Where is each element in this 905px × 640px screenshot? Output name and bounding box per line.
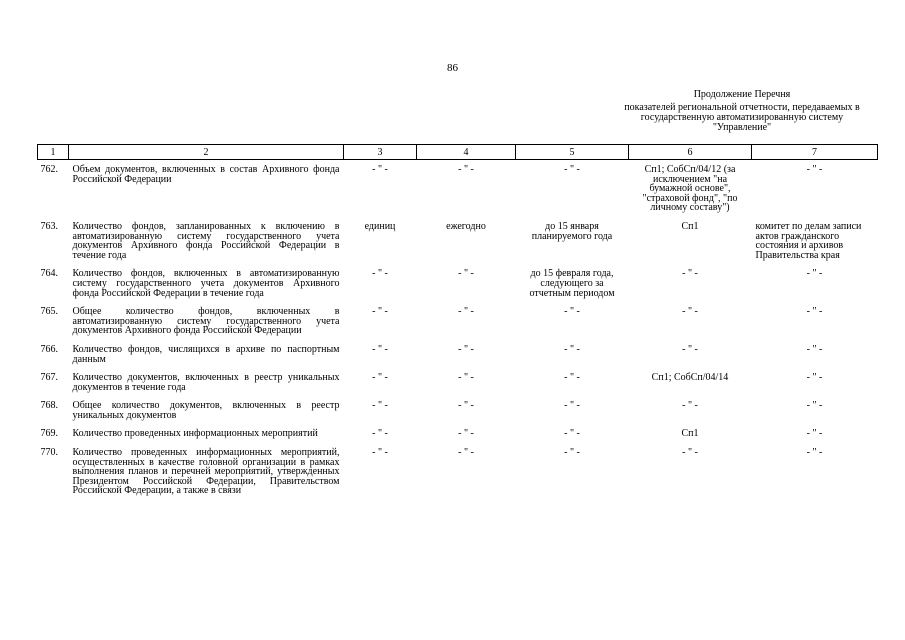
table-row — [38, 429, 878, 448]
table-row — [38, 307, 878, 345]
row-number: 767. — [40, 372, 58, 384]
periodicity-cell: - " - — [458, 428, 474, 440]
responsible-cell: - " - — [806, 164, 823, 175]
row-number: 770. — [40, 447, 58, 459]
deadline-cell: - " - — [564, 164, 580, 175]
responsible-cell: - " - — [806, 306, 823, 318]
table-header — [38, 145, 878, 160]
table-row — [38, 269, 878, 307]
deadline-cell: - " - — [564, 428, 580, 440]
unit-cell: - " - — [372, 164, 388, 175]
deadline-cell: - " - — [564, 343, 580, 355]
indicators-table — [37, 144, 878, 505]
row-number: 766. — [40, 343, 58, 355]
form-cell: - " - — [682, 343, 698, 355]
deadline-cell: - " - — [564, 400, 580, 412]
periodicity-cell: - " - — [458, 372, 474, 384]
deadline-cell: до 15 января планируемого года — [531, 220, 613, 242]
header-col-4: 4 — [417, 145, 516, 160]
header-col-7: 7 — [752, 145, 878, 160]
row-number: 763. — [40, 220, 58, 232]
deadline-cell: - " - — [564, 447, 580, 459]
responsible-cell: - " - — [806, 372, 823, 384]
indicator-name: Количество документов, включенных в реестр уникальных документов в течение года — [72, 372, 340, 393]
periodicity-cell: - " - — [458, 268, 474, 280]
unit-cell: - " - — [372, 343, 388, 355]
header-col-2: 2 — [69, 145, 344, 160]
periodicity-cell: - " - — [458, 164, 474, 175]
responsible-cell: комитет по делам записи актов гражданского состояния и архивов Правительства края — [755, 220, 862, 261]
unit-cell: единиц — [364, 220, 396, 232]
periodicity-cell: - " - — [458, 447, 474, 459]
continuation-title: Продолжение Перечня — [693, 89, 791, 100]
deadline-cell: до 15 февраля года, следующего за отчетным периодом — [529, 268, 615, 299]
unit-cell: - " - — [372, 428, 388, 440]
row-number: 768. — [40, 400, 58, 412]
deadline-cell: - " - — [564, 372, 580, 384]
page-number: 86 — [447, 62, 458, 74]
unit-cell: - " - — [372, 447, 388, 459]
indicator-name: Количество фондов, включенных в автоматизированную систему государственного учета документов Архивного фонда Российской Федерации в течение года — [72, 268, 340, 299]
indicator-name: Количество фондов, запланированных к включению в автоматизированную систему государственного учета документов Архивного фонда Российской Федерации в течение года — [72, 220, 340, 261]
indicator-name: Объем документов, включенных в состав Архивного фонда Российской Федерации — [72, 164, 340, 185]
table-row — [38, 222, 878, 269]
responsible-cell: - " - — [806, 400, 823, 412]
row-number: 764. — [40, 268, 58, 280]
form-cell: Сп1 — [681, 428, 699, 440]
table-body — [38, 160, 878, 506]
table-row — [38, 160, 878, 222]
unit-cell: - " - — [372, 400, 388, 412]
row-number: 765. — [40, 306, 58, 318]
responsible-cell: - " - — [806, 428, 823, 440]
responsible-cell: - " - — [806, 343, 823, 355]
indicator-name: Общее количество документов, включенных в реестр уникальных документов — [72, 400, 340, 421]
periodicity-cell: ежегодно — [446, 220, 486, 232]
periodicity-cell: - " - — [458, 306, 474, 318]
row-number: 769. — [40, 428, 58, 440]
header-col-5: 5 — [516, 145, 629, 160]
continuation-heading — [612, 90, 872, 133]
table-row — [38, 401, 878, 429]
indicator-name: Общее количество фондов, включенных в автоматизированную систему государственного учета документов Архивного фонда Российской Федерации — [72, 306, 340, 337]
table-row — [38, 345, 878, 373]
form-cell: Сп1; СобСп/04/14 — [651, 372, 729, 384]
form-cell: - " - — [682, 447, 698, 459]
periodicity-cell: - " - — [458, 343, 474, 355]
header-col-6: 6 — [629, 145, 752, 160]
header-row — [38, 145, 878, 160]
header-col-1: 1 — [38, 145, 69, 160]
form-cell: Сп1; СобСп/04/12 (за исключением "на бумажной основе", "страховой фонд", "по личному составу") — [642, 164, 738, 214]
continuation-subtitle: показателей региональной отчетности, передаваемых в государственную автоматизированную систему "Управление" — [624, 102, 860, 133]
unit-cell: - " - — [372, 268, 388, 280]
responsible-cell: - " - — [806, 447, 823, 459]
row-number: 762. — [40, 164, 58, 175]
indicator-name: Количество проведенных информационных мероприятий — [72, 428, 318, 440]
periodicity-cell: - " - — [458, 400, 474, 412]
responsible-cell: - " - — [806, 268, 823, 280]
deadline-cell: - " - — [564, 306, 580, 318]
indicator-name: Количество проведенных информационных мероприятий, осуществленных в качестве головной организации в рамках выполнения планов и перечней мероприятий, утвержденных Президентом Российской Федерации, Правительством Российской Федерации, а также в связи — [72, 447, 340, 497]
table-row — [38, 373, 878, 401]
form-cell: - " - — [682, 400, 698, 412]
unit-cell: - " - — [372, 306, 388, 318]
indicator-name: Количество фондов, числящихся в архиве по паспортным данным — [72, 343, 340, 365]
unit-cell: - " - — [372, 372, 388, 384]
table-row — [38, 448, 878, 505]
header-col-3: 3 — [344, 145, 417, 160]
form-cell: - " - — [682, 268, 698, 280]
form-cell: Сп1 — [681, 220, 699, 232]
form-cell: - " - — [682, 306, 698, 318]
